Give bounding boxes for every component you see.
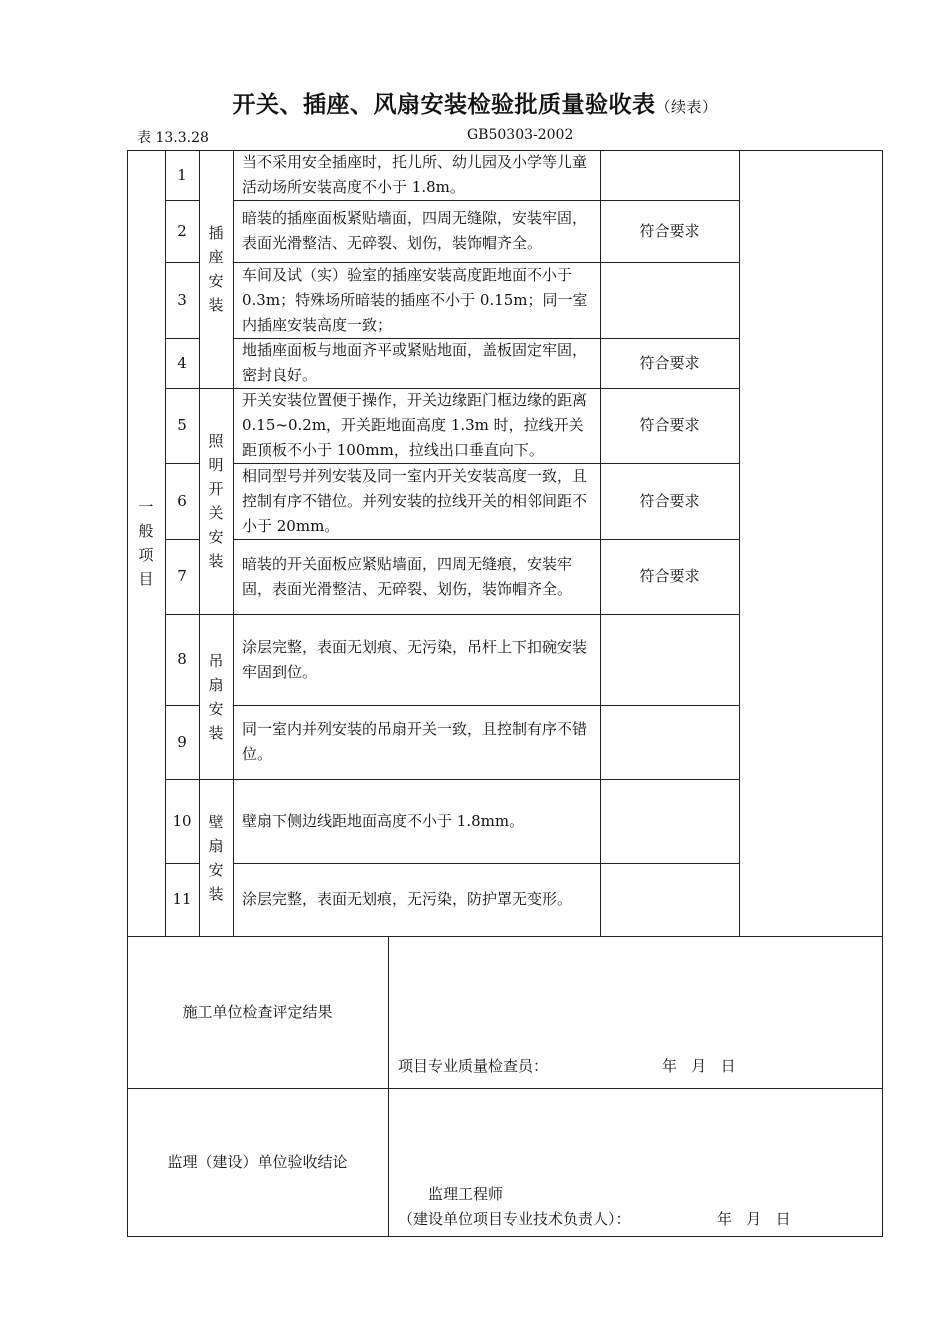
item-number: 5 bbox=[177, 416, 187, 434]
item-description: 同一室内并列安装的吊扇开关一致，且控制有序不错位。 bbox=[242, 720, 588, 763]
supervision-conclusion-label: 监理（建设）单位验收结论 bbox=[167, 1152, 348, 1171]
group-label-socket: 插座安装 bbox=[208, 224, 224, 314]
item-result bbox=[600, 779, 739, 863]
item-description: 地插座面板与地面齐平或紧贴地面，盖板固定牢固，密封良好。 bbox=[242, 341, 588, 384]
item-description: 开关安装位置便于操作，开关边缘距门框边缘的距离 0.15~0.2m，开关距地面高度 1.3m 时，拉线开关距顶板不小于 100mm，拉线出口垂直向下。 bbox=[242, 391, 588, 459]
item-result: 符合要求 bbox=[639, 567, 700, 585]
item-description: 涂层完整，表面无划痕，无污染，防护罩无变形。 bbox=[242, 890, 573, 908]
section-label-general: 一般项目 bbox=[138, 498, 154, 588]
item-number: 6 bbox=[177, 491, 187, 510]
date-label-2: 年 月 日 bbox=[717, 1210, 791, 1228]
item-result: 符合要求 bbox=[639, 416, 700, 434]
item-number: 9 bbox=[177, 732, 187, 751]
item-description: 壁扇下侧边线距地面高度不小于 1.8mm。 bbox=[242, 811, 525, 830]
item-result bbox=[600, 262, 739, 338]
item-result bbox=[600, 705, 739, 779]
group-label-ceiling-fan: 吊扇安装 bbox=[208, 651, 224, 742]
item-result: 符合要求 bbox=[639, 353, 700, 372]
item-number: 2 bbox=[177, 221, 187, 240]
item-description: 暗装的开关面板应紧贴墙面，四周无缝痕，安装牢固，表面光滑整洁、无碎裂、划伤，装饰帽齐全。 bbox=[242, 554, 573, 598]
item-description: 涂层完整，表面无划痕、无污染，吊杆上下扣碗安装牢固到位。 bbox=[242, 637, 588, 681]
item-description: 车间及试（实）验室的插座安装高度距地面不小于 0.3m；特殊场所暗装的插座不小于 0.15m；同一室内插座安装高度一致； bbox=[242, 265, 588, 334]
item-result bbox=[600, 150, 739, 200]
group-label-switch: 照明开关安装 bbox=[208, 432, 224, 570]
item-number: 11 bbox=[172, 890, 192, 908]
item-number: 3 bbox=[177, 290, 187, 309]
item-result: 符合要求 bbox=[639, 221, 700, 240]
standard-code: GB50303-2002 bbox=[467, 127, 574, 143]
item-description: 暗装的插座面板紧贴墙面，四周无缝隙，安装牢固，表面光滑整洁、无碎裂、划伤，装饰帽齐全。 bbox=[242, 209, 588, 252]
title-suffix: （续表） bbox=[655, 98, 718, 116]
inspector-label: 项目专业质量检查员： bbox=[398, 1057, 549, 1075]
date-label: 年 月 日 bbox=[662, 1057, 736, 1075]
item-description: 相同型号并列安装及同一室内开关安装高度一致，且控制有序不错位。并列安装的拉线开关的相邻间距不小于 20mm。 bbox=[242, 466, 588, 535]
item-result bbox=[600, 614, 739, 705]
group-label-wall-fan: 壁扇安装 bbox=[208, 812, 224, 903]
item-number: 4 bbox=[177, 353, 187, 372]
table-number: 表 13.3.28 bbox=[137, 130, 209, 146]
item-number: 10 bbox=[172, 811, 192, 830]
item-result: 符合要求 bbox=[639, 491, 700, 510]
construction-result-label: 施工单位检查评定结果 bbox=[182, 1002, 333, 1021]
title-main: 开关、插座、风扇安装检验批质量验收表 bbox=[232, 92, 656, 118]
engineer-label: 监理工程师 bbox=[428, 1185, 504, 1203]
engineer-sub-label: （建设单位项目专业技术负责人）： bbox=[398, 1210, 631, 1228]
item-result bbox=[600, 863, 739, 936]
item-number: 8 bbox=[177, 650, 187, 668]
item-number: 7 bbox=[177, 567, 187, 585]
item-number: 1 bbox=[177, 165, 187, 184]
item-description: 当不采用安全插座时，托儿所、幼儿园及小学等儿童活动场所安装高度不小于 1.8m。 bbox=[242, 153, 588, 196]
